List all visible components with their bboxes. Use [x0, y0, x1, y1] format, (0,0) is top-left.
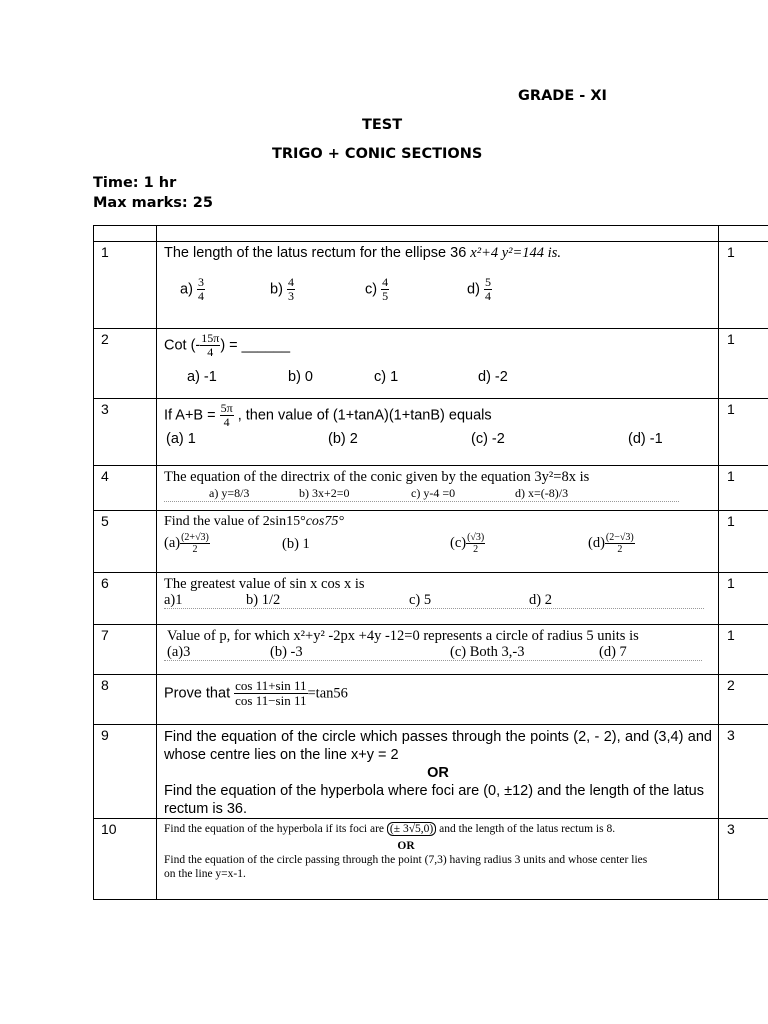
option-c: c) y-4 =0 — [411, 486, 456, 500]
table-row — [94, 399, 768, 466]
option-a: (a) 1 — [166, 431, 196, 447]
test-title: TEST — [362, 117, 403, 133]
question-cell — [157, 625, 719, 675]
question-cell: If A+B = $\frac{5\pi}{4}$ , then value of (1+tanA)(1+tanB) equals (a) 1 (b) 2 (c) -2 (d) -1 — [157, 399, 719, 466]
question-text: The equation of the directrix of the conic given by the equation 3y²=8x is — [164, 469, 590, 485]
option-d: d) $\frac{5}{4}$ — [467, 275, 491, 303]
table-row — [94, 675, 768, 725]
table-row — [94, 625, 768, 675]
question-text: Find the value of 2sin15° — [164, 514, 306, 529]
question-number: 9 — [94, 725, 157, 819]
table-row — [94, 242, 768, 329]
option-b: (b) 1 — [282, 535, 310, 552]
question-marks: 1 — [719, 329, 768, 399]
option-b: (b) -3 — [270, 644, 303, 660]
option-c: c) 1 — [374, 369, 399, 385]
table-header-row — [94, 226, 768, 242]
option-a: a) $\frac{3}{4}$ — [180, 275, 204, 303]
question-text: The greatest value of sin x cos x is — [164, 576, 365, 592]
option-b: b) $\frac{4}{3}$ — [270, 275, 294, 303]
option-d: (d) 7 — [599, 644, 627, 660]
question-cell — [157, 819, 719, 900]
question-marks: 1 — [719, 466, 768, 511]
question-text: Value of p, for which x²+y² -2px +4y -12=0 represents a circle of radius 5 units is — [167, 628, 639, 644]
question-text: The length of the latus rectum for the ellipse 36 — [164, 245, 467, 261]
question-number: 10 — [94, 819, 157, 900]
max-marks-label: Max marks: 25 — [93, 195, 213, 211]
option-a: a)1 — [164, 592, 183, 608]
option-a: a) y=8/3 — [209, 486, 250, 500]
question-number: 7 — [94, 625, 157, 675]
question-cell: Find the value of 2sin15°cos75° (a) $\frac{(2+√3)}{2}$ (b) 1 (c) $\frac{(√3)}{2}$ (d) $\frac{(2-√3)}{2}$ — [157, 511, 719, 573]
subject-title: TRIGO + CONIC SECTIONS — [272, 146, 483, 162]
question-marks: 1 — [719, 242, 768, 329]
question-number: 8 — [94, 675, 157, 725]
option-b: (b) 2 — [328, 431, 358, 447]
option-a: a) -1 — [187, 369, 217, 385]
question-number: 1 — [94, 242, 157, 329]
option-d: d) 2 — [529, 592, 552, 608]
question-cell: Cot (- $\frac{15\pi}{4}$ ) = ______ a) -1 b) 0 c) 1 d) -2 — [157, 329, 719, 399]
table-row — [94, 573, 768, 625]
option-c: (c) -2 — [471, 431, 505, 447]
question-expression: x²+4 y²=144 is. — [470, 245, 561, 261]
table-row — [94, 511, 768, 573]
question-marks: 1 — [719, 573, 768, 625]
grade-label: GRADE - XI — [518, 88, 607, 104]
question-cell — [157, 725, 719, 819]
question-marks: 3 — [719, 725, 768, 819]
question-cell — [157, 573, 719, 625]
option-d: (d) $\frac{(2-√3)}{2}$ — [588, 532, 634, 555]
question-alt-text: Find the equation of the hyperbola where foci are (0, ±12) and the length of the latus rectum is 36. — [164, 783, 704, 817]
option-d: d) -2 — [478, 369, 508, 385]
or-label: OR — [427, 765, 449, 781]
question-table — [93, 225, 768, 900]
question-text: Find the equation of the circle which passes through the points (2, - 2), and (3,4) and whose centre lies on the line x+y = 2 — [164, 729, 712, 763]
option-d: d) x=(-8)/3 — [515, 486, 569, 500]
question-marks: 1 — [719, 399, 768, 466]
question-number: 4 — [94, 466, 157, 511]
option-a: (a)3 — [167, 644, 191, 660]
table-row — [94, 725, 768, 819]
question-marks: 3 — [719, 819, 768, 900]
question-marks: 1 — [719, 511, 768, 573]
time-label: Time: 1 hr — [93, 175, 177, 191]
question-number: 2 — [94, 329, 157, 399]
option-c: c) $\frac{4}{5}$ — [365, 275, 389, 303]
question-text: Find the equation of the hyperbola if its foci are (± 3√5,0) and the length of the latus rectum is 8. — [164, 823, 616, 835]
question-alt-text: Find the equation of the circle passing through the point (7,3) having radius 3 units and whose center lies on the line y=x-1. — [164, 854, 648, 880]
option-b: b) 3x+2=0 — [299, 486, 350, 500]
table-row — [94, 819, 768, 900]
option-c: (c) $\frac{(√3)}{2}$ — [450, 532, 485, 555]
option-b: b) 1/2 — [246, 592, 281, 608]
option-c: (c) Both 3,-3 — [450, 644, 525, 660]
question-marks: 2 — [719, 675, 768, 725]
option-b: b) 0 — [288, 369, 313, 385]
table-row — [94, 329, 768, 399]
question-cell: Prove that $\frac{\cos 11+\sin 11}{\cos 11-\sin 11}$ =tan56 — [157, 675, 719, 725]
option-a: (a) $\frac{(2+√3)}{2}$ — [164, 532, 209, 555]
option-d: (d) -1 — [628, 431, 663, 447]
question-number: 6 — [94, 573, 157, 625]
table-row — [94, 466, 768, 511]
question-number: 5 — [94, 511, 157, 573]
question-cell — [157, 466, 719, 511]
option-c: c) 5 — [409, 592, 432, 608]
question-marks: 1 — [719, 625, 768, 675]
question-number: 3 — [94, 399, 157, 466]
or-label: OR — [397, 840, 415, 852]
question-cell — [157, 242, 719, 329]
